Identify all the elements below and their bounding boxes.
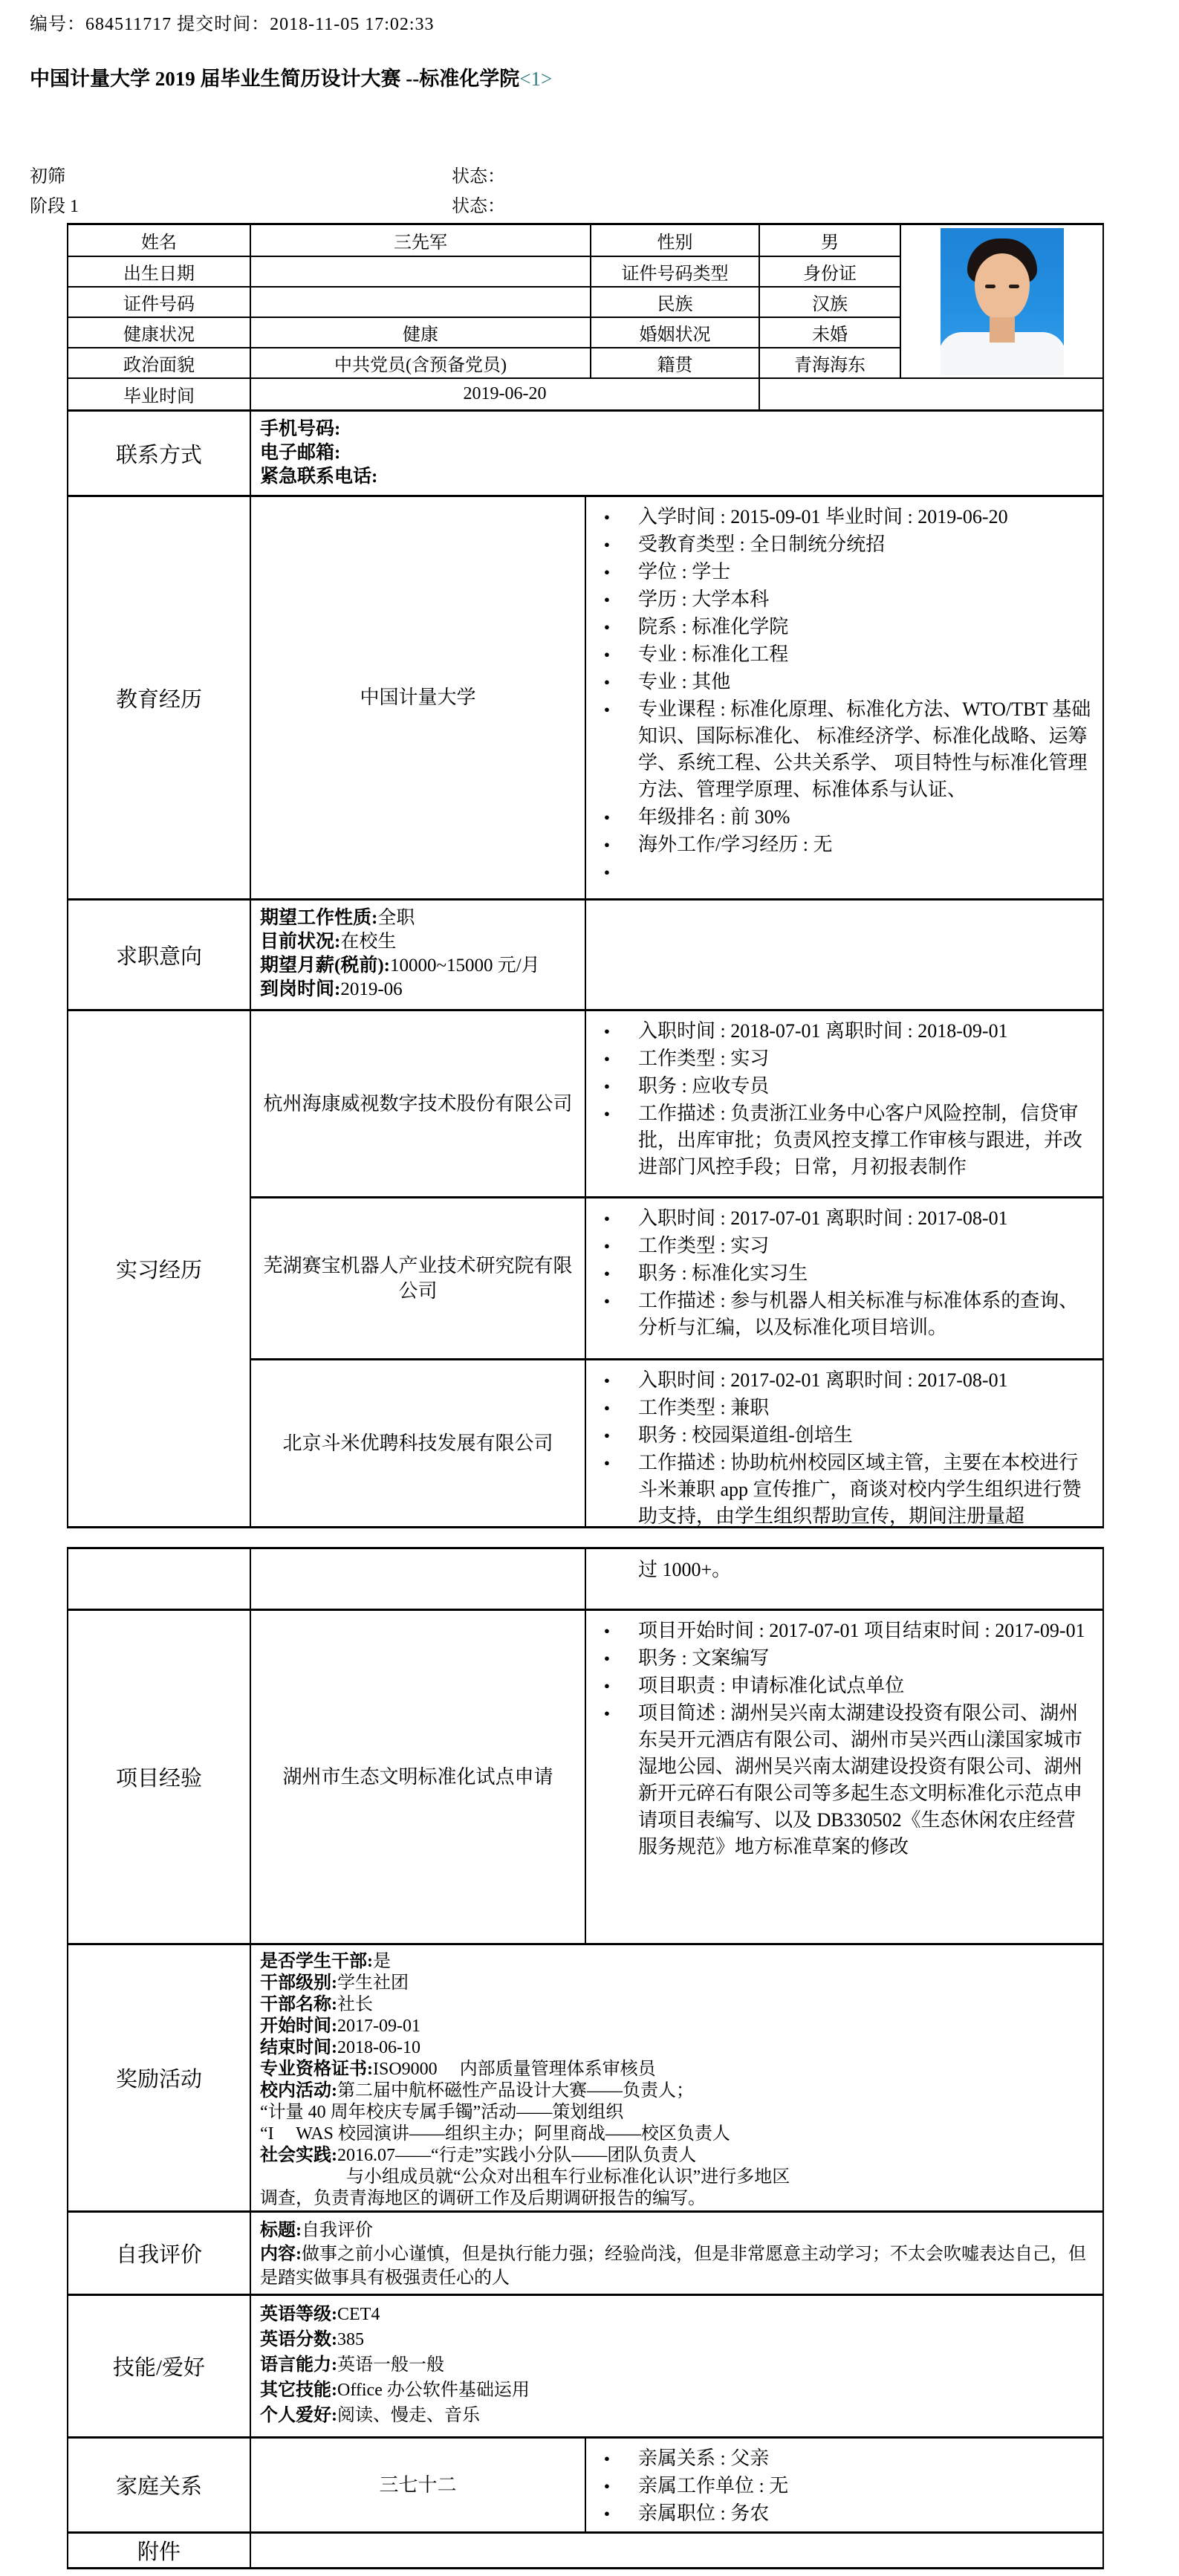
project-details <box>585 1611 1102 1943</box>
field-label: 政治面貌 <box>123 356 195 375</box>
internship-section <box>68 1009 1102 1526</box>
field-value: ISO9000 内部质量管理体系审核员 <box>373 2060 656 2079</box>
table-row <box>68 225 900 256</box>
list-item: ● 亲属职位 : 务农 <box>586 2500 1092 2527</box>
personal-info-section <box>68 225 1102 377</box>
list-item: ● 亲属关系 : 父亲 <box>586 2445 1092 2472</box>
list-item: ● 职务 : 文案编写 <box>586 1645 1092 1672</box>
serial-label: 编号： <box>30 15 85 34</box>
field-value <box>250 257 590 286</box>
table-row <box>68 286 900 317</box>
self-evaluation-section <box>68 2210 1102 2294</box>
screening-round-1 <box>30 162 505 192</box>
company-name: 杭州海康威视数字技术股份有限公司 <box>263 1092 573 1115</box>
list-item: ● 项目职责 : 申请标准化试点单位 <box>586 1673 1092 1699</box>
list-item: ● 项目开始时间 : 2017-07-01 项目结束时间 : 2017-09-01 <box>586 1618 1092 1644</box>
photo-cell <box>900 225 1102 377</box>
field-label: 语言能力: <box>260 2355 337 2375</box>
field-label: 电子邮箱: <box>260 443 341 463</box>
field-value: 自我评价 <box>302 2221 373 2240</box>
list-item: ● 入职时间 : 2017-02-01 离职时间 : 2017-08-01 <box>586 1367 1092 1394</box>
section-label: 联系方式 <box>115 443 202 467</box>
self-evaluation-fields <box>250 2213 1102 2294</box>
education-details <box>585 497 1102 898</box>
list-item: ● 职务 : 应收专员 <box>586 1073 1092 1100</box>
list-item: ● 学位 : 学士 <box>586 559 1092 585</box>
field-value: 第二届中航杯磁性产品设计大赛——负责人； <box>337 2081 694 2100</box>
field-label: 干部名称: <box>260 1995 337 2014</box>
company-name: 芜湖赛宝机器人产业技术研究院有限公司 <box>263 1254 573 1302</box>
list-item: ● 学历 : 大学本科 <box>586 586 1092 613</box>
list-item: ● 职务 : 校园渠道组-创培生 <box>586 1422 1092 1449</box>
field-value: 2018-06-10 <box>337 2038 420 2057</box>
field-value: 未婚 <box>759 318 900 347</box>
field-value: “计量 40 周年校庆专属手镯”活动——策划组织 <box>260 2103 624 2122</box>
field-value: 2019-06 <box>340 979 403 999</box>
family-member-name: 三七十二 <box>250 2439 585 2531</box>
list-item: ● 工作类型 : 实习 <box>586 1233 1092 1259</box>
field-label: 婚姻状况 <box>590 318 759 347</box>
continuation-row <box>68 1549 1102 1609</box>
list-item: ● 工作描述 : 负责浙江业务中心客户风险控制，信贷审批，出库审批；负责风控支撑工作审核与跟进，并改进部门风控手段；日常，月初报表制作 <box>586 1100 1092 1181</box>
internship-list <box>250 1011 1102 1526</box>
table-row <box>68 347 900 377</box>
field-label: 健康状况 <box>123 325 195 345</box>
field-label: 期望工作性质: <box>260 908 378 928</box>
family-section <box>68 2436 1102 2531</box>
field-label: 英语分数: <box>260 2330 337 2349</box>
title-grade-suffix: <1> <box>519 68 553 90</box>
internship-entry <box>251 1196 1102 1358</box>
table-row <box>68 317 900 347</box>
list-item: ● 院系 : 标准化学院 <box>586 614 1092 640</box>
list-item: ● 工作描述 : 协助杭州校园区域主管，主要在本校进行斗米兼职 app 宣传推广，商谈对校内学生组织进行赞助支持，由学生组织帮助宣传，期间注册量超 <box>586 1450 1092 1526</box>
graduation-time-row <box>68 377 1102 409</box>
field-value: 做事之前小心谨慎，但是执行能力强；经验尚浅，但是非常愿意主动学习；不太会吹嘘表达自己，但是踏实做事具有极强责任心的人 <box>260 2245 1086 2288</box>
section-label: 教育经历 <box>115 687 202 712</box>
empty-cell <box>68 1549 250 1609</box>
continuation-text-cell <box>585 1549 1102 1609</box>
resume-table-page-2 <box>67 1547 1104 2569</box>
field-value: CET4 <box>337 2305 380 2324</box>
round-name: 初筛 <box>30 167 65 186</box>
list-item: ● 专业 : 标准化工程 <box>586 641 1092 668</box>
submitted-time: 2018-11-05 17:02:33 <box>270 15 435 34</box>
field-label: 校内活动: <box>260 2081 337 2100</box>
field-value: 10000~15000 元/月 <box>389 956 540 976</box>
contact-fields <box>250 412 1102 495</box>
field-value: Office 办公软件基础运用 <box>337 2381 530 2400</box>
project-section <box>68 1609 1102 1943</box>
field-label: 出生日期 <box>123 265 195 284</box>
field-value: 青海海东 <box>759 348 900 377</box>
list-item: ● 工作描述 : 参与机器人相关标准与标准体系的查询、分析与汇编，以及标准化项目培训。 <box>586 1288 1092 1341</box>
list-item: ● 职务 : 标准化实习生 <box>586 1260 1092 1287</box>
field-value: 调查，负责青海地区的调研工作及后期调研报告的编写。 <box>260 2189 706 2208</box>
field-value: 男 <box>759 225 900 256</box>
job-intention-fields <box>250 901 585 1009</box>
section-label: 家庭关系 <box>115 2475 202 2499</box>
list-item: ● 海外工作/学习经历 : 无 <box>586 831 1092 858</box>
photo-neck <box>990 317 1015 343</box>
internship-entry <box>251 1358 1102 1526</box>
field-label: 标题: <box>260 2221 302 2240</box>
field-value: 社长 <box>337 1995 373 2014</box>
field-value: 2017-09-01 <box>337 2017 420 2036</box>
empty-cell <box>250 2534 1102 2567</box>
section-label: 技能/爱好 <box>112 2356 206 2380</box>
round-name: 阶段 1 <box>30 197 79 216</box>
list-item: ● 年级排名 : 前 30% <box>586 804 1092 831</box>
page-title <box>30 62 552 91</box>
field-label: 籍贯 <box>590 348 759 377</box>
empty-cell <box>250 1549 585 1609</box>
field-value: 学生社团 <box>337 1973 409 1993</box>
field-value: 2016.07——“行走”实践小分队——团队负责人 <box>337 2146 697 2165</box>
field-label: 民族 <box>590 288 759 317</box>
resume-table-page-1 <box>67 223 1104 1528</box>
internship-entry <box>251 1011 1102 1196</box>
field-value: 英语一般一般 <box>337 2355 444 2375</box>
education-section <box>68 495 1102 898</box>
school-name: 中国计量大学 <box>250 497 585 898</box>
field-label: 个人爱好: <box>260 2406 337 2425</box>
id-photo <box>941 228 1064 375</box>
field-label: 专业资格证书: <box>260 2060 373 2079</box>
field-value: 三先军 <box>250 225 590 256</box>
photo-eyes <box>985 285 1019 288</box>
job-intention-section <box>68 898 1102 1009</box>
field-value: 汉族 <box>759 288 900 317</box>
skills-section <box>68 2294 1102 2436</box>
section-label: 求职意向 <box>115 944 202 969</box>
list-item <box>586 859 1092 874</box>
skills-fields <box>250 2296 1102 2436</box>
field-value: “I WAS 校园演讲——组织主办；阿里商战——校区负责人 <box>260 2124 730 2144</box>
field-label: 结束时间: <box>260 2038 337 2057</box>
internship-details <box>585 1198 1102 1358</box>
serial-number: 684511717 <box>85 15 172 34</box>
field-value: 2019-06-20 <box>250 379 759 409</box>
field-value <box>250 288 590 317</box>
field-label: 是否学生干部: <box>260 1952 373 1971</box>
field-value: 与小组成员就“公众对出租车行业标准化认识”进行多地区 <box>346 2167 790 2187</box>
list-item: ● 入职时间 : 2018-07-01 离职时间 : 2018-09-01 <box>586 1018 1092 1045</box>
field-label: 毕业时间 <box>123 387 195 406</box>
field-value: 阅读、慢走、音乐 <box>337 2406 480 2425</box>
section-label: 项目经验 <box>115 1767 202 1791</box>
company-name: 北京斗米优聘科技发展有限公司 <box>282 1432 553 1454</box>
submission-meta <box>30 9 435 35</box>
empty-cell <box>759 379 1102 409</box>
field-value: 中共党员(含预备党员) <box>250 348 590 377</box>
field-label: 内容: <box>260 2245 302 2264</box>
internship-details <box>585 1360 1102 1526</box>
field-value: 身份证 <box>759 257 900 286</box>
field-label: 干部级别: <box>260 1973 337 1993</box>
continuation-text: 过 1000+。 <box>638 1559 732 1580</box>
list-item: ● 工作类型 : 兼职 <box>586 1395 1092 1421</box>
internship-details <box>585 1011 1102 1196</box>
field-label: 期望月薪(税前): <box>260 956 390 976</box>
table-row <box>68 256 900 286</box>
field-label: 英语等级: <box>260 2305 337 2324</box>
submitted-label: 提交时间： <box>177 15 270 34</box>
field-value: 是 <box>373 1952 391 1971</box>
field-label: 手机号码: <box>260 419 341 439</box>
field-label: 证件号码类型 <box>590 257 759 286</box>
attachment-section <box>68 2531 1102 2567</box>
project-name: 湖州市生态文明标准化试点申请 <box>250 1611 585 1943</box>
field-label: 到岗时间: <box>260 979 341 999</box>
list-item: ● 工作类型 : 实习 <box>586 1045 1092 1072</box>
list-item: ● 受教育类型 : 全日制统分统招 <box>586 531 1092 558</box>
section-label: 奖励活动 <box>115 2068 202 2092</box>
field-value: 健康 <box>250 318 590 347</box>
field-value: 385 <box>337 2330 364 2349</box>
field-label: 开始时间: <box>260 2017 337 2036</box>
status-label: 状态： <box>452 197 505 216</box>
status-label: 状态： <box>452 167 505 186</box>
list-item: ● 亲属工作单位 : 无 <box>586 2473 1092 2499</box>
field-label: 性别 <box>590 225 759 256</box>
section-label: 实习经历 <box>115 1259 202 1282</box>
section-label: 附件 <box>137 2540 181 2564</box>
awards-section <box>68 1943 1102 2210</box>
section-label: 自我评价 <box>115 2243 202 2267</box>
field-value: 在校生 <box>340 932 397 952</box>
empty-cell <box>585 901 1102 1009</box>
field-label: 姓名 <box>141 233 177 253</box>
list-item: ● 入学时间 : 2015-09-01 毕业时间 : 2019-06-20 <box>586 504 1092 531</box>
field-label: 目前状况: <box>260 932 341 952</box>
contact-section <box>68 409 1102 495</box>
list-item: ● 专业课程 : 标准化原理、标准化方法、WTO/TBT 基础知识、国际标准化、 标准经济学、标准化战略、运筹学、系统工程、公共关系学、 项目特性与标准化管理方法、管理学原理、标准体系与认证、 <box>586 696 1092 803</box>
field-label: 其它技能: <box>260 2381 337 2400</box>
list-item: ● 入职时间 : 2017-07-01 离职时间 : 2017-08-01 <box>586 1205 1092 1232</box>
list-item: ● 专业 : 其他 <box>586 669 1092 695</box>
field-label: 社会实践: <box>260 2146 337 2165</box>
screening-round-2 <box>30 192 505 221</box>
field-label: 证件号码 <box>123 295 195 314</box>
screening-status <box>30 162 505 221</box>
family-details <box>585 2439 1102 2531</box>
competition-title: 中国计量大学 2019 届毕业生简历设计大赛 --标准化学院 <box>30 68 520 90</box>
field-label: 紧急联系电话: <box>260 467 378 487</box>
personal-info-grid <box>68 225 900 377</box>
field-value: 全职 <box>377 908 415 928</box>
list-item: ● 项目简述 : 湖州吴兴南太湖建设投资有限公司、湖州东吴开元酒店有限公司、湖州市吴兴西山漾国家城市湿地公园、湖州吴兴南太湖建设投资有限公司、湖州新开元碎石有限公司等多起生态文明标准化示范点申请项目表编写、以及 DB330502《生态休闲农庄经营服务规范》地方标准草案的修改 <box>586 1700 1092 1860</box>
awards-fields <box>250 1945 1102 2210</box>
